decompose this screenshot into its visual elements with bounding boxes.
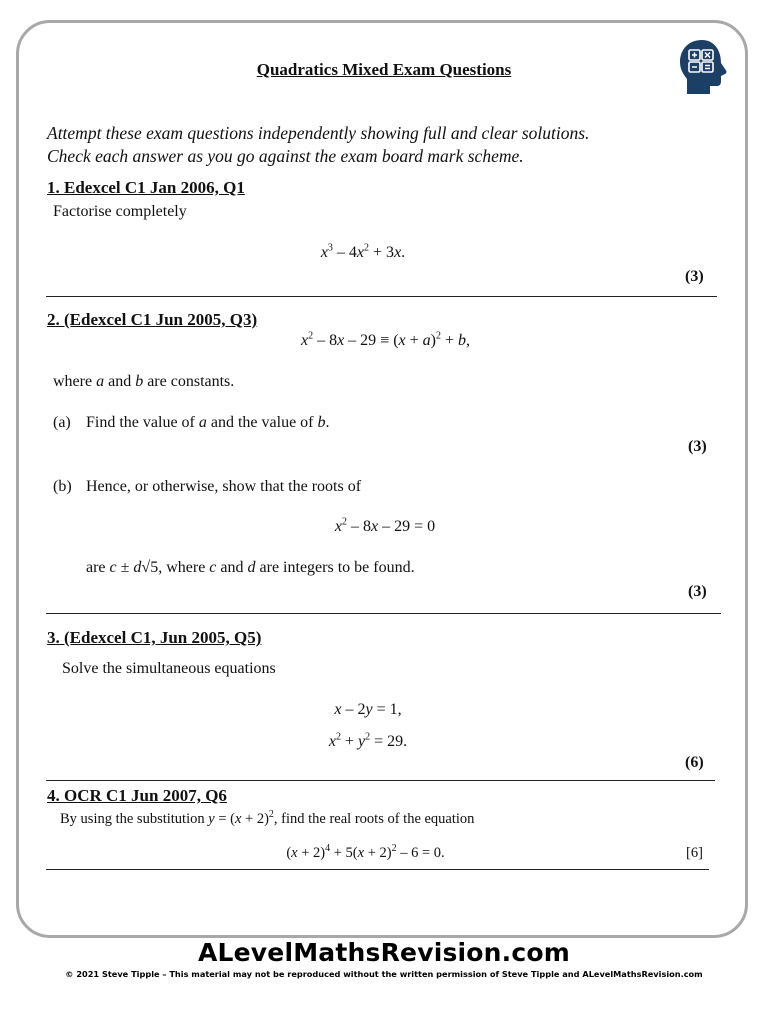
brand-footer: ALevelMathsRevision.com	[197, 938, 571, 967]
instructions	[47, 122, 727, 168]
question-2-roots-form: are c ± d√5, where c and d are integers to be found.	[86, 559, 415, 576]
question-2-part-a-text: Find the value of a and the value of b.	[86, 414, 330, 431]
question-2-part-a-marks: (3)	[688, 438, 707, 455]
question-1-prompt: Factorise completely	[53, 203, 187, 220]
divider	[46, 780, 715, 781]
question-2-part-b-label: (b)	[53, 478, 72, 495]
question-1-heading: 1. Edexcel C1 Jan 2006, Q1	[47, 178, 245, 197]
head-with-calculator-icon	[676, 38, 732, 96]
question-1-marks: (3)	[685, 268, 704, 285]
copyright-notice: © 2021 Steve Tipple – This material may not be reproduced without the written permission of Steve Tipple and ALevelMathsRevision.com	[65, 969, 703, 979]
question-3-marks: (6)	[685, 754, 704, 771]
divider	[46, 613, 721, 614]
question-4-heading: 4. OCR C1 Jun 2007, Q6	[47, 786, 227, 805]
question-2-heading: 2. (Edexcel C1 Jun 2005, Q3)	[47, 310, 258, 329]
question-4-marks: [6]	[686, 845, 703, 861]
question-2-equation: $x^2 - 8x - 29 = 0$	[334, 516, 436, 535]
question-2-part-b-text: Hence, or otherwise, show that the roots of	[86, 478, 362, 495]
instructions-line-1: Attempt these exam questions independently showing full and clear solutions.	[47, 123, 590, 143]
question-2-identity: $x^2 - 8x - 29 \equiv (x + a)^2 + b$,	[300, 330, 471, 349]
question-3-prompt: Solve the simultaneous equations	[62, 660, 276, 677]
question-1-expression: $x^3 - 4x^2 + 3x$.	[320, 242, 406, 261]
question-2-where: where a and b are constants.	[53, 373, 235, 390]
question-3-heading: 3. (Edexcel C1, Jun 2005, Q5)	[47, 628, 262, 647]
question-4-equation: $(x + 2)^4 + 5(x + 2)^2 - 6 = 0$.	[286, 843, 445, 861]
question-3-equation-1: x – 2y = 1,	[334, 701, 402, 718]
divider	[46, 869, 709, 870]
page-title: Quadratics Mixed Exam Questions	[256, 60, 512, 79]
instructions-line-2: Check each answer as you go against the exam board mark scheme.	[47, 146, 524, 166]
question-3-equation-2: $x^2 + y^2 = 29$.	[328, 731, 408, 750]
question-2-part-a-label: (a)	[53, 414, 71, 431]
question-2-part-b-marks: (3)	[688, 583, 707, 600]
question-4-prompt: By using the substitution $y = (x + 2)^2$, find the real roots of the equation	[60, 809, 475, 827]
divider	[46, 296, 717, 297]
